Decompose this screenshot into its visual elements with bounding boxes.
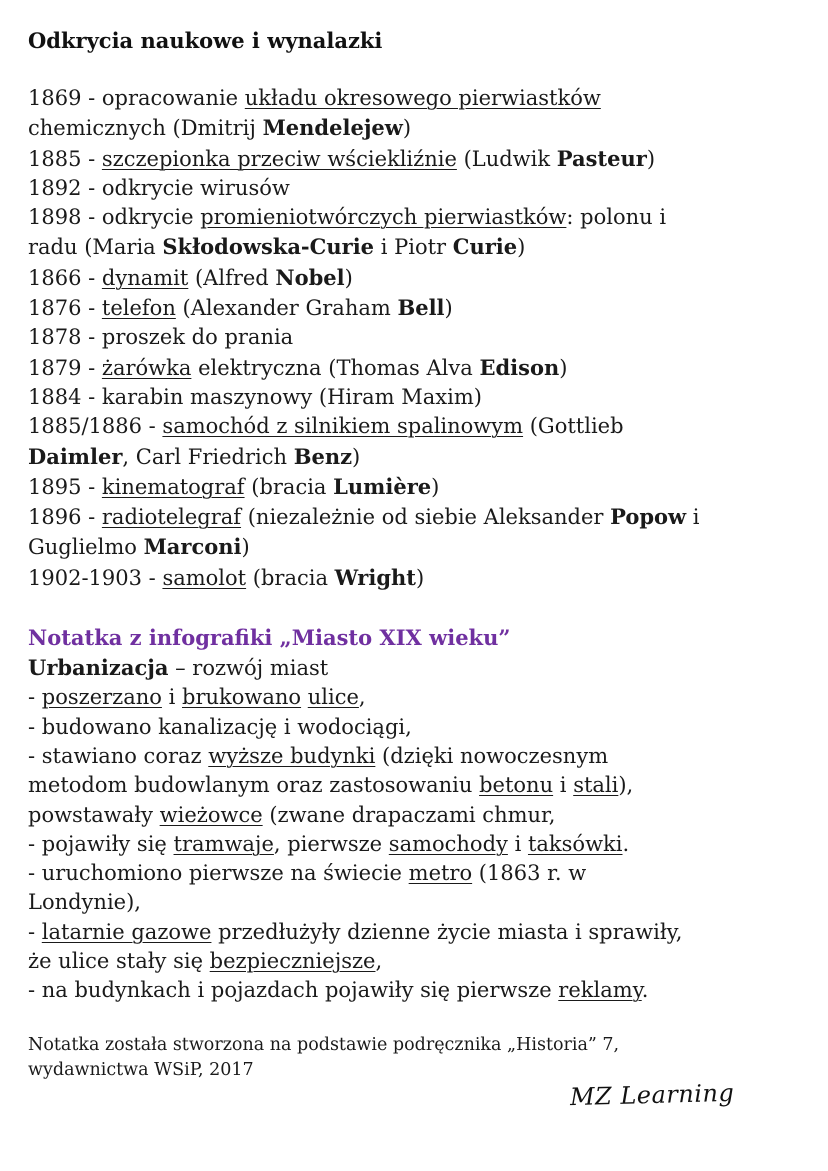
city-note-line (28, 742, 798, 771)
city-note-line (28, 683, 798, 712)
text-segment: (Alexander Graham (175, 296, 398, 321)
text-segment: . (622, 831, 630, 856)
source-footer (28, 1033, 798, 1083)
text-segment: ) (352, 444, 361, 469)
city-note-line (28, 888, 798, 917)
discovery-line (28, 563, 798, 593)
discovery-line (28, 84, 798, 113)
city-note-line (28, 713, 798, 742)
text-segment: , Carl Friedrich (122, 444, 294, 469)
text-segment: ) (415, 565, 425, 590)
text-segment: i Piotr (374, 235, 453, 260)
city-note-line (28, 947, 798, 976)
text-segment: 1884 - karabin maszynowy (Hiram Maxim) (28, 384, 482, 409)
discovery-line (28, 532, 798, 562)
text-segment: - uruchomiono pierwsze na świecie (28, 861, 409, 886)
discoveries-list (28, 84, 798, 593)
underlined-term: betonu (479, 773, 554, 798)
underlined-term: dynamit (101, 265, 189, 290)
text-segment: - pojawiły się (28, 831, 174, 856)
text-segment: - na budynkach i pojazdach pojawiły się pierwsze (28, 978, 559, 1003)
underlined-term: radiotelegraf (101, 505, 242, 530)
text-segment: Guglielmo (28, 535, 144, 560)
text-segment: i (161, 685, 183, 710)
bold-name: Nobel (275, 264, 345, 290)
text-segment: i (507, 831, 528, 856)
text-segment: chemicznych (Dmitrij (28, 116, 263, 141)
text-segment: (bracia (246, 565, 335, 590)
text-segment: ) (402, 116, 412, 141)
text-segment: ) (241, 535, 250, 560)
bold-name: Daimler (28, 443, 123, 469)
underlined-term: telefon (101, 296, 176, 321)
text-segment: - (28, 685, 42, 710)
text-segment: – rozwój miast (168, 656, 329, 681)
discovery-line (28, 353, 798, 383)
document-page (28, 26, 798, 1083)
text-segment: (dzięki nowoczesnym (375, 743, 609, 768)
page-title: Odkrycia naukowe i wynalazki (28, 28, 383, 53)
text-segment: i (553, 773, 574, 798)
text-segment: ) (646, 146, 656, 171)
text-segment: : polonu i (566, 205, 667, 230)
underlined-term: poszerzano (41, 685, 162, 710)
text-segment: ) (444, 296, 453, 321)
bold-name: Bell (397, 295, 445, 321)
text-segment: metodom budowlanym oraz zastosowaniu (28, 773, 480, 798)
underlined-term: stali (573, 773, 619, 798)
text-segment: 1885 - (28, 146, 102, 171)
discovery-line (28, 232, 798, 262)
underlined-term: tramwaje (173, 831, 274, 856)
text-segment (301, 685, 308, 709)
text-segment: elektryczna (Thomas Alva (191, 355, 480, 380)
text-segment: 1878 - proszek do prania (28, 325, 294, 350)
text-segment: . (641, 978, 649, 1003)
text-segment: 1876 - (28, 296, 102, 321)
discovery-line (28, 412, 798, 441)
author-signature: MZ Learning (569, 1078, 735, 1112)
bold-name: Urbanizacja (28, 655, 169, 681)
bold-name: Curie (452, 234, 518, 260)
underlined-term: samochód z silnikiem spalinowym (162, 414, 524, 439)
underlined-term: samolot (162, 565, 247, 590)
discovery-line (28, 323, 798, 352)
underlined-term: brukowano (182, 685, 302, 710)
city-note-line (28, 859, 798, 888)
text-segment: że ulice stały się (28, 949, 210, 974)
city-note-list (28, 653, 798, 1006)
text-segment: - stawiano coraz (28, 743, 209, 768)
text-segment: i (686, 505, 700, 530)
text-segment: 1866 - (28, 265, 102, 290)
text-segment: Londynie), (28, 890, 141, 915)
text-segment: (Ludwik (456, 146, 557, 171)
discovery-line (28, 174, 798, 203)
text-segment: 1892 - odkrycie wirusów (28, 175, 290, 200)
text-segment: (Alfred (188, 265, 276, 290)
footer-line: Notatka została stworzona na podstawie podręcznika „Historia” 7, (28, 1034, 620, 1055)
city-note-line (28, 653, 798, 683)
text-segment: 1898 - odkrycie (28, 205, 201, 230)
text-segment: - (28, 919, 42, 944)
discovery-line (28, 472, 798, 502)
text-segment: (niezależnie od siebie Aleksander (241, 505, 611, 530)
underlined-term: promieniotwórczych pierwiastków (200, 205, 567, 230)
discovery-line (28, 144, 798, 174)
discovery-line (28, 442, 798, 472)
city-note-title: Notatka z infografiki „Miasto XIX wieku” (28, 625, 511, 651)
text-segment: 1902-1903 - (28, 565, 163, 590)
bold-name: Skłodowska-Curie (162, 234, 375, 260)
underlined-term: szczepionka przeciw wściekliźnie (101, 146, 457, 171)
bold-name: Mendelejew (262, 115, 403, 141)
text-segment: 1895 - (28, 474, 102, 499)
text-segment: (bracia (244, 474, 334, 499)
underlined-term: samochody (388, 831, 508, 856)
underlined-term: układu okresowego pierwiastków (244, 86, 601, 110)
underlined-term: latarnie gazowe (41, 919, 212, 944)
footer-line: wydawnictwa WSiP, 2017 (28, 1059, 254, 1080)
text-segment: ) (431, 474, 440, 499)
text-segment: (Gottlieb (523, 414, 624, 439)
text-segment: 1896 - (28, 505, 102, 530)
text-segment: (1863 r. w (472, 861, 587, 886)
underlined-term: wyższe budynki (208, 743, 376, 768)
underlined-term: wieżowce (159, 802, 263, 827)
city-note-line (28, 830, 798, 859)
city-note-line (28, 976, 798, 1005)
text-segment: ) (517, 235, 526, 260)
text-segment: , pierwsze (273, 831, 389, 856)
underlined-term: bezpieczniejsze (209, 949, 376, 974)
city-note-line (28, 918, 798, 947)
bold-name: Benz (293, 443, 353, 469)
discovery-line (28, 383, 798, 412)
bold-name: Popow (610, 504, 687, 530)
underlined-term: kinematograf (101, 474, 245, 499)
discovery-line (28, 502, 798, 532)
city-note-line (28, 801, 798, 830)
underlined-term: żarówka (101, 355, 192, 380)
discovery-line (28, 203, 798, 232)
bold-name: Wright (334, 564, 416, 590)
discovery-line (28, 263, 798, 293)
underlined-term: ulice (307, 685, 359, 710)
discovery-line (28, 113, 798, 143)
text-segment: - budowano kanalizację i wodociągi, (28, 714, 412, 739)
text-segment: przedłużyły dzienne życie miasta i sprawiły, (211, 919, 683, 944)
text-segment: 1869 - opracowanie (28, 86, 245, 110)
text-segment: ) (344, 265, 353, 290)
text-segment: powstawały (28, 802, 160, 827)
bold-name: Lumière (333, 473, 432, 499)
text-segment: ) (559, 355, 568, 380)
text-segment: ), (618, 773, 634, 798)
underlined-term: taksówki (527, 831, 623, 856)
bold-name: Pasteur (556, 145, 647, 171)
text-segment: 1885/1886 - (28, 414, 163, 439)
city-note-line (28, 771, 798, 800)
underlined-term: metro (408, 861, 473, 886)
discovery-line (28, 293, 798, 323)
text-segment: 1879 - (28, 355, 102, 380)
text-segment: radu (Maria (28, 235, 163, 260)
bold-name: Marconi (143, 534, 242, 560)
text-segment: (zwane drapaczami chmur, (262, 802, 556, 827)
text-segment: , (358, 685, 366, 710)
text-segment: , (375, 949, 383, 974)
underlined-term: reklamy (558, 978, 642, 1003)
bold-name: Edison (479, 354, 560, 380)
